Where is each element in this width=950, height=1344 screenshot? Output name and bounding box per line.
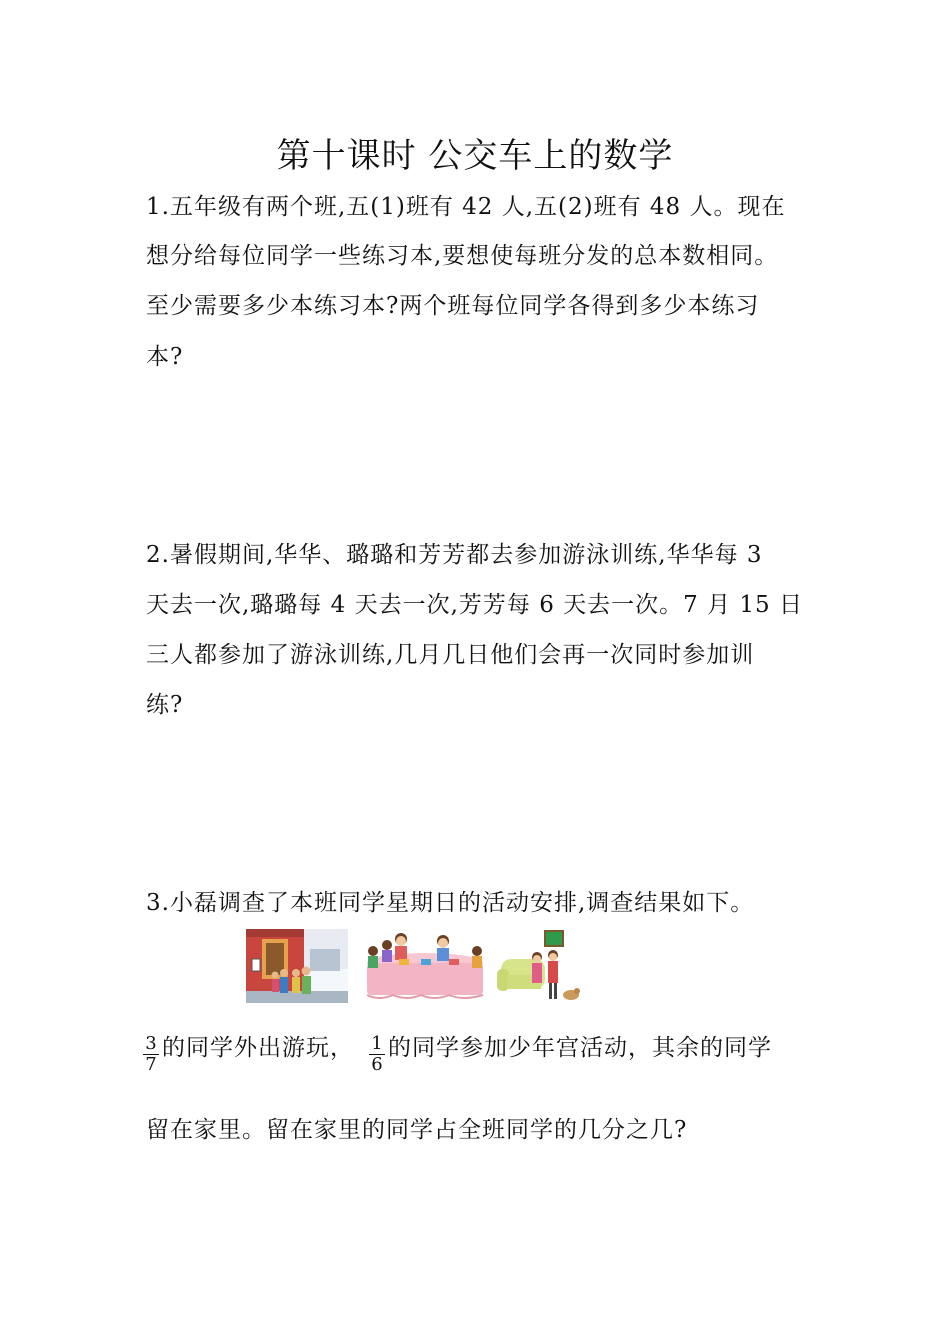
fraction-denominator: 6 — [371, 1054, 383, 1075]
fraction-numerator: 3 — [145, 1033, 157, 1054]
home-illustration — [497, 929, 583, 1005]
q2-line: 天去一次,璐璐每 4 天去一次,芳芳每 6 天去一次。7 月 15 日 — [146, 592, 803, 618]
q2-line: 三人都参加了游泳训练,几月几日他们会再一次同时参加训 — [146, 642, 755, 668]
page-title: 第十课时 公交车上的数学 — [276, 136, 674, 176]
q1-line: 至少需要多少本练习本?两个班每位同学各得到多少本练习 — [146, 293, 760, 319]
fraction-one-sixth — [369, 1035, 385, 1074]
outing-illustration — [246, 929, 348, 1003]
fraction-denominator: 7 — [145, 1054, 157, 1075]
q1-line: 本? — [146, 344, 184, 370]
q1-line: 1.五年级有两个班,五(1)班有 42 人,五(2)班有 48 人。现在 — [146, 194, 786, 220]
q2-line: 2.暑假期间,华华、璐璐和芳芳都去参加游泳训练,华华每 3 — [146, 542, 763, 568]
fraction-numerator: 1 — [371, 1033, 383, 1054]
q3-text-2: 的同学参加少年宫活动，其余的同学 — [388, 1035, 772, 1061]
q3-question: 留在家里。留在家里的同学占全班同学的几分之几? — [146, 1117, 688, 1143]
q1-line: 想分给每位同学一些练习本,要想使每班分发的总本数相同。 — [146, 243, 779, 269]
q3-text-1: 的同学外出游玩， — [162, 1035, 354, 1061]
fraction-three-sevenths — [143, 1035, 159, 1074]
q3-intro: 3.小磊调查了本班同学星期日的活动安排,调查结果如下。 — [146, 890, 755, 916]
youth-palace-illustration — [359, 929, 491, 1003]
q2-line: 练? — [146, 692, 184, 718]
